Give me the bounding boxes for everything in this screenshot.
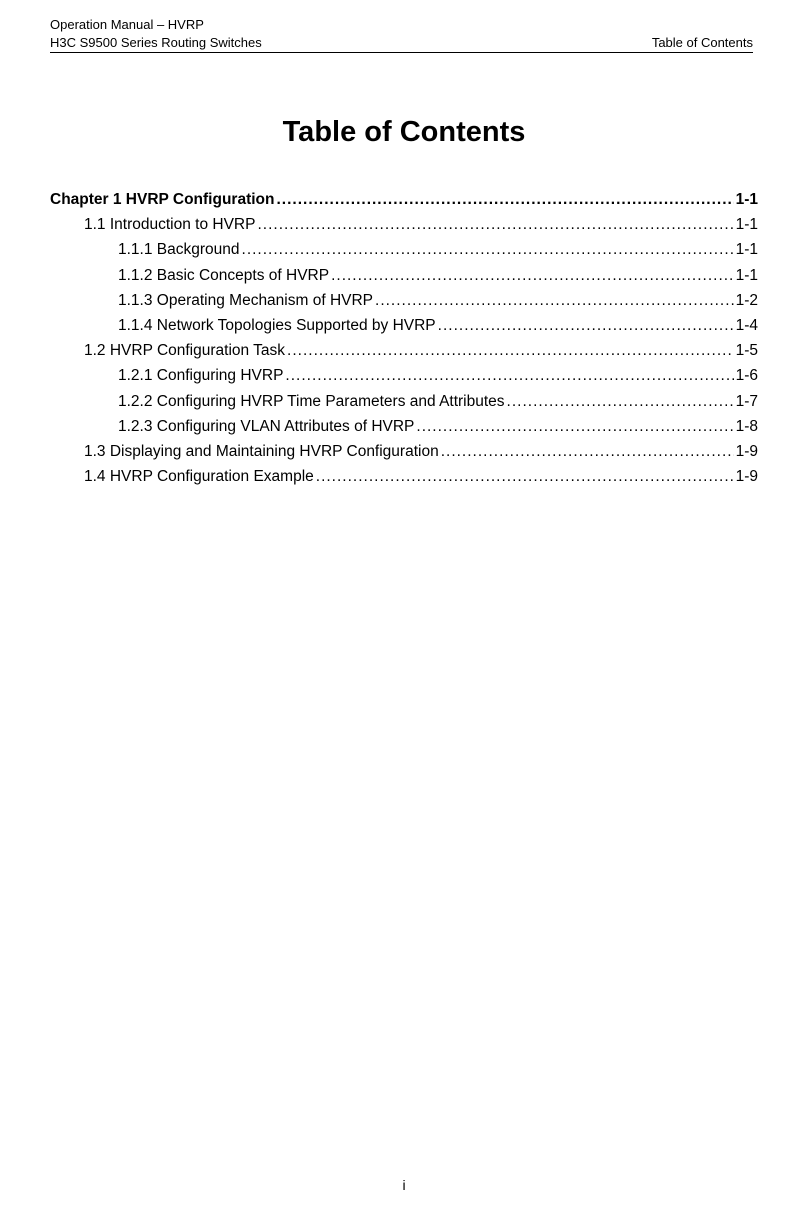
toc-entry-page: 1-1 xyxy=(735,216,758,234)
toc-entry[interactable] xyxy=(50,265,758,290)
toc-dot-leader xyxy=(287,340,734,362)
toc-entry[interactable] xyxy=(50,391,758,416)
toc-entry-page: 1-8 xyxy=(735,417,758,435)
toc-entry-page: 1-4 xyxy=(735,316,758,334)
toc-entry-label: 1.2.1 Configuring HVRP xyxy=(118,367,284,385)
toc-entry[interactable] xyxy=(50,416,758,441)
toc-entry-page: 1-9 xyxy=(735,442,758,460)
toc-dot-leader xyxy=(276,189,733,211)
toc-dot-leader xyxy=(441,441,734,463)
toc-dot-leader xyxy=(331,265,734,287)
toc-entry-label: 1.3 Displaying and Maintaining HVRP Configuration xyxy=(84,442,439,460)
toc-entry[interactable] xyxy=(50,239,758,264)
toc-entry[interactable] xyxy=(50,290,758,315)
table-of-contents xyxy=(50,189,758,491)
toc-entry-label: 1.2.2 Configuring HVRP Time Parameters and Attributes xyxy=(118,392,505,410)
toc-entry-page: 1-2 xyxy=(735,291,758,309)
toc-entry[interactable] xyxy=(50,441,758,466)
toc-dot-leader xyxy=(375,290,734,312)
toc-entry-page: 1-5 xyxy=(735,342,758,360)
product-line: H3C S9500 Series Routing Switches xyxy=(50,35,262,50)
toc-dot-leader xyxy=(416,416,733,438)
toc-entry[interactable] xyxy=(50,214,758,239)
toc-entry-label: 1.1.3 Operating Mechanism of HVRP xyxy=(118,291,374,309)
page-number: i xyxy=(402,1177,406,1193)
toc-entry-label: 1.1 Introduction to HVRP xyxy=(84,216,256,234)
toc-entry-label: 1.4 HVRP Configuration Example xyxy=(84,468,314,486)
toc-entry-page: 1-1 xyxy=(735,241,758,259)
toc-dot-leader xyxy=(242,239,734,261)
header-section-name: Table of Contents xyxy=(651,35,753,50)
toc-dot-leader xyxy=(257,214,733,236)
toc-entry-label: 1.1.1 Background xyxy=(118,241,240,259)
toc-entry[interactable] xyxy=(50,340,758,365)
toc-dot-leader xyxy=(438,315,734,337)
toc-entry-page: 1-1 xyxy=(735,266,758,284)
toc-entry-label: 1.2 HVRP Configuration Task xyxy=(84,342,286,360)
toc-entry[interactable] xyxy=(50,189,758,214)
toc-entry[interactable] xyxy=(50,315,758,340)
toc-entry-page: 1-6 xyxy=(735,367,758,385)
toc-dot-leader xyxy=(285,365,733,387)
toc-entry[interactable] xyxy=(50,365,758,390)
toc-entry-label: Chapter 1 HVRP Configuration xyxy=(50,191,275,208)
toc-entry-label: 1.2.3 Configuring VLAN Attributes of HVRP xyxy=(118,417,415,435)
toc-entry-page: 1-9 xyxy=(735,468,758,486)
manual-title: Operation Manual – HVRP xyxy=(50,17,204,32)
toc-entry[interactable] xyxy=(50,466,758,491)
toc-dot-leader xyxy=(507,391,734,413)
page-title: Table of Contents xyxy=(282,116,526,148)
toc-dot-leader xyxy=(316,466,734,488)
toc-entry-page: 1-1 xyxy=(735,191,758,208)
page-header xyxy=(50,16,753,53)
toc-entry-label: 1.1.4 Network Topologies Supported by HVRP xyxy=(118,316,436,334)
toc-entry-label: 1.1.2 Basic Concepts of HVRP xyxy=(118,266,330,284)
toc-entry-page: 1-7 xyxy=(735,392,758,410)
